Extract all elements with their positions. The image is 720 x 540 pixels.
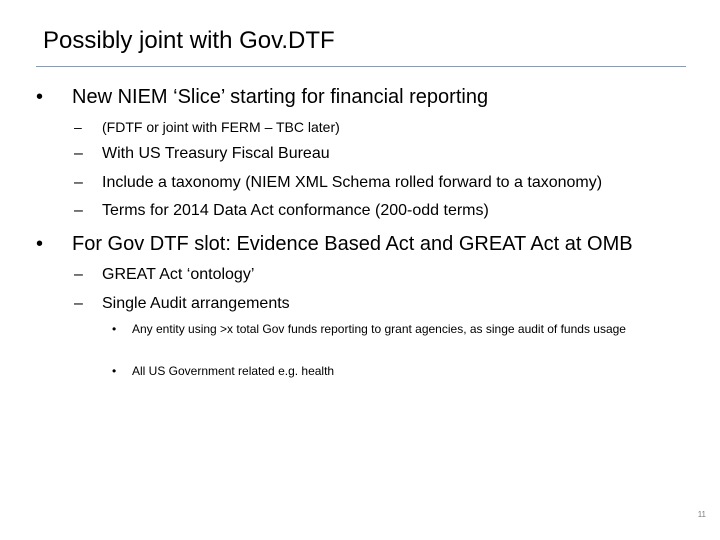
bullet-text: New NIEM ‘Slice’ starting for financial reporting bbox=[72, 86, 489, 108]
bullet-text: For Gov DTF slot: Evidence Based Act and GREAT Act at OMB bbox=[72, 233, 633, 255]
dash-icon: – bbox=[74, 145, 83, 162]
bullet-icon: • bbox=[112, 322, 117, 336]
bullet-icon: • bbox=[36, 233, 44, 255]
dash-icon: – bbox=[74, 174, 83, 191]
dash-icon: – bbox=[74, 202, 83, 219]
sub-bullet-text: Single Audit arrangements bbox=[102, 295, 290, 312]
sub-bullet-text: Terms for 2014 Data Act conformance (200-odd terms) bbox=[102, 202, 489, 219]
sub-bullet-text: GREAT Act ‘ontology’ bbox=[102, 266, 255, 283]
sub-sub-bullet-text: All US Government related e.g. health bbox=[132, 364, 335, 378]
dash-icon: – bbox=[74, 295, 83, 312]
sub-sub-bullet-text: Any entity using >x total Gov funds reporting to grant agencies, as singe audit of funds usage bbox=[132, 322, 626, 336]
sub-bullet-text: Include a taxonomy (NIEM XML Schema rolled forward to a taxonomy) bbox=[102, 174, 603, 191]
dash-icon: – bbox=[74, 119, 82, 135]
bullet-icon: • bbox=[112, 364, 117, 378]
page-number: 11 bbox=[697, 510, 706, 519]
bullet-icon: • bbox=[36, 86, 44, 108]
title-divider bbox=[36, 66, 686, 67]
slide-title: Possibly joint with Gov.DTF bbox=[43, 27, 335, 54]
sub-bullet-text: With US Treasury Fiscal Bureau bbox=[102, 145, 330, 162]
sub-bullet-text: (FDTF or joint with FERM – TBC later) bbox=[102, 119, 340, 135]
dash-icon: – bbox=[74, 266, 83, 283]
